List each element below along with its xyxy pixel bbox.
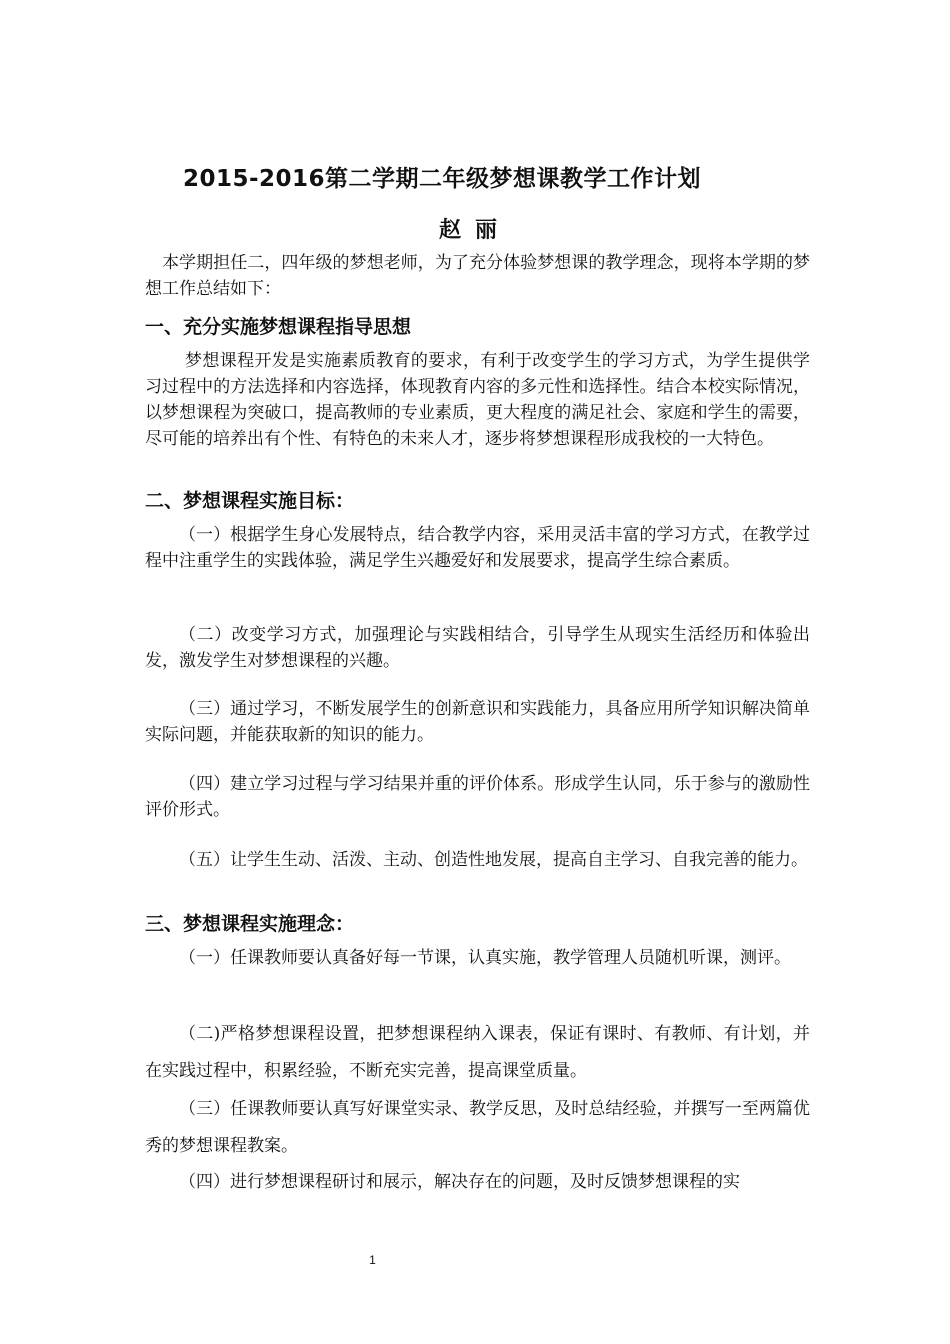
concept-item-1: （一）任课教师要认真备好每一节课，认真实施，教学管理人员随机听课，测评。 bbox=[179, 948, 791, 968]
concept-item-4: （四）进行梦想课程研讨和展示，解决存在的问题，及时反馈梦想课程的实 bbox=[179, 1172, 740, 1192]
goal-item-3: （三）通过学习，不断发展学生的创新意识和实践能力，具备应用所学知识解决简单实际问题，并能获取新的知识的能力。 bbox=[145, 699, 810, 745]
section-1-heading: 一、充分实施梦想课程指导思想 bbox=[145, 316, 412, 338]
section-2-heading: 二、梦想课程实施目标： bbox=[145, 490, 355, 512]
page-number: 1 bbox=[369, 1253, 376, 1267]
intro-paragraph: 本学期担任二，四年级的梦想老师，为了充分体验梦想课的教学理念，现将本学期的梦想工作总结如下： bbox=[145, 253, 810, 299]
goal-item-4: （四）建立学习过程与学习结果并重的评价体系。形成学生认同，乐于参与的激励性评价形式。 bbox=[145, 774, 810, 820]
author-name: 赵丽 bbox=[438, 218, 511, 243]
concept-item-2: （二)严格梦想课程设置，把梦想课程纳入课表，保证有课时、有教师、有计划，并在实践过程中，积累经验，不断充实完善，提高课堂质量。 bbox=[145, 1024, 810, 1081]
concept-item-3: （三）任课教师要认真写好课堂实录、教学反思，及时总结经验，并撰写一至两篇优秀的梦想课程教案。 bbox=[145, 1099, 810, 1156]
goal-item-5: （五）让学生生动、活泼、主动、创造性地发展，提高自主学习、自我完善的能力。 bbox=[179, 850, 808, 870]
section-1-paragraph: 梦想课程开发是实施素质教育的要求，有利于改变学生的学习方式，为学生提供学习过程中的方法选择和内容选择，体现教育内容的多元性和选择性。结合本校实际情况，以梦想课程为突破口，提高教师的专业素质，更大程度的满足社会、家庭和学生的需要，尽可能的培养出有个性、有特色的未来人才，逐步将梦想课程形成我校的一大特色。 bbox=[145, 351, 810, 449]
goal-item-2: （二）改变学习方式，加强理论与实践相结合，引导学生从现实生活经历和体验出发，激发学生对梦想课程的兴趣。 bbox=[145, 625, 810, 671]
document-title: 2015-2016第二学期二年级梦想课教学工作计划 bbox=[182, 166, 702, 192]
goal-item-1: （一）根据学生身心发展特点，结合教学内容，采用灵活丰富的学习方式，在教学过程中注重学生的实践体验，满足学生兴趣爱好和发展要求，提高学生综合素质。 bbox=[145, 525, 810, 571]
section-3-heading: 三、梦想课程实施理念： bbox=[145, 913, 355, 935]
